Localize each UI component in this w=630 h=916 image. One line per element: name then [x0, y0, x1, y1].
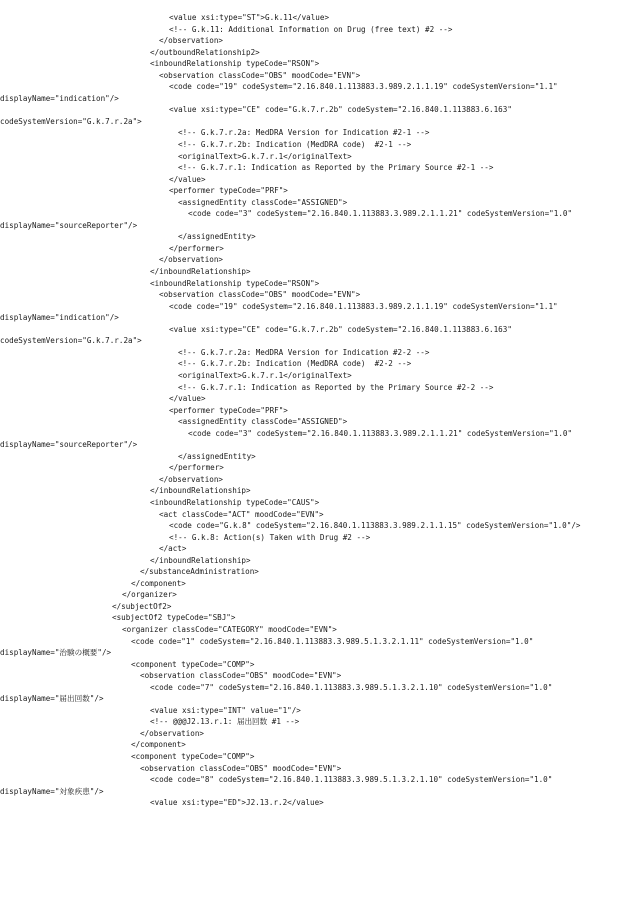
code-line: <code code="19" codeSystem="2.16.840.1.113883.3.989.2.1.1.19" codeSystemVersion="1.1" [169, 82, 558, 92]
code-line: <!-- G.k.7.r.2b: Indication (MedDRA code) #2-2 --> [178, 359, 412, 369]
code-line: displayName="治験の概要"/> [0, 648, 112, 658]
code-line: <value xsi:type="CE" code="G.k.7.r.2b" codeSystem="2.16.840.1.113883.6.163" [169, 105, 512, 115]
code-line: <performer typeCode="PRF"> [169, 186, 288, 196]
code-line: </observation> [140, 728, 205, 738]
code-line: </act> [159, 544, 187, 554]
code-line: </component> [131, 578, 186, 588]
code-line: </organizer> [122, 590, 177, 600]
code-line: displayName="indication"/> [0, 313, 119, 323]
code-line: <inboundRelationship typeCode="RSON"> [150, 278, 320, 288]
code-line: </assignedEntity> [178, 451, 256, 461]
code-line: <assignedEntity classCode="ASSIGNED"> [178, 417, 348, 427]
code-line: </inboundRelationship> [150, 486, 251, 496]
code-line: </outboundRelationship2> [150, 47, 260, 57]
code-line: <observation classCode="OBS" moodCode="EVN"> [140, 763, 342, 773]
code-line: <value xsi:type="CE" code="G.k.7.r.2b" codeSystem="2.16.840.1.113883.6.163" [169, 324, 512, 334]
code-line: </substanceAdministration> [140, 567, 259, 577]
code-line: <originalText>G.k.7.r.1</originalText> [178, 370, 352, 380]
code-line: <code code="19" codeSystem="2.16.840.1.113883.3.989.2.1.1.19" codeSystemVersion="1.1" [169, 301, 558, 311]
code-line: <inboundRelationship typeCode="RSON"> [150, 59, 320, 69]
code-line: <value xsi:type="ED">J2.13.r.2</value> [150, 798, 324, 808]
code-line: <component typeCode="COMP"> [131, 659, 255, 669]
code-line: <code code="7" codeSystem="2.16.840.1.113883.3.989.5.1.3.2.1.10" codeSystemVersion="1.0" [150, 682, 553, 692]
code-line: displayName="sourceReporter"/> [0, 440, 138, 450]
code-line: <component typeCode="COMP"> [131, 752, 255, 761]
code-line: </inboundRelationship> [150, 267, 251, 277]
code-line: </observation> [159, 474, 224, 484]
code-line: displayName="届出回数"/> [0, 694, 104, 704]
code-line: </subjectOf2> [112, 601, 172, 611]
code-line: <!-- G.k.11: Additional Information on Drug (free text) #2 --> [169, 24, 453, 34]
code-line: <code code="8" codeSystem="2.16.840.1.113883.3.989.5.1.3.2.1.10" codeSystemVersion="1.0" [150, 775, 553, 785]
code-line: <inboundRelationship typeCode="CAUS"> [150, 497, 320, 507]
code-line: <value xsi:type="INT" value="1"/> [150, 705, 301, 715]
code-line: <!-- @@@J2.13.r.1: 届出回数 #1 --> [150, 717, 300, 727]
code-line: displayName="対象疾患"/> [0, 786, 104, 796]
code-line: </performer> [169, 463, 224, 473]
code-line: <code code="1" codeSystem="2.16.840.1.113883.3.989.5.1.3.2.1.11" codeSystemVersion="1.0" [131, 636, 534, 646]
xml-code-listing [0, 12, 630, 809]
code-line: codeSystemVersion="G.k.7.r.2a"> [0, 336, 142, 346]
code-line: displayName="indication"/> [0, 93, 119, 103]
code-line: <code code="G.k.8" codeSystem="2.16.840.1.113883.3.989.2.1.1.15" codeSystemVersion="1.0"/> [169, 521, 581, 531]
code-line: <observation classCode="OBS" moodCode="EVN"> [159, 290, 361, 300]
code-line: <organizer classCode="CATEGORY" moodCode="EVN"> [122, 624, 337, 634]
code-line: <code code="3" codeSystem="2.16.840.1.113883.3.989.2.1.1.21" codeSystemVersion="1.0" [188, 428, 573, 438]
code-line: </observation> [159, 255, 224, 265]
code-line: <!-- G.k.7.r.2a: MedDRA Version for Indication #2-2 --> [178, 347, 430, 357]
code-line: <value xsi:type="ST">G.k.11</value> [169, 13, 330, 22]
code-line: <act classCode="ACT" moodCode="EVN"> [159, 509, 324, 519]
code-line: <code code="3" codeSystem="2.16.840.1.113883.3.989.2.1.1.21" codeSystemVersion="1.0" [188, 209, 573, 219]
code-line: <observation classCode="OBS" moodCode="EVN"> [159, 70, 361, 80]
code-line: displayName="sourceReporter"/> [0, 220, 138, 230]
code-line: <!-- G.k.7.r.2a: MedDRA Version for Indication #2-1 --> [178, 128, 430, 138]
code-line: <assignedEntity classCode="ASSIGNED"> [178, 197, 348, 207]
code-line: <originalText>G.k.7.r.1</originalText> [178, 151, 352, 161]
code-line: </assignedEntity> [178, 232, 256, 242]
code-line: <!-- G.k.8: Action(s) Taken with Drug #2 --> [169, 532, 371, 542]
code-line: </component> [131, 740, 186, 750]
code-line: <!-- G.k.7.r.1: Indication as Reported by the Primary Source #2-2 --> [178, 382, 494, 392]
code-line: <observation classCode="OBS" moodCode="EVN"> [140, 671, 342, 681]
code-line: codeSystemVersion="G.k.7.r.2a"> [0, 116, 142, 126]
code-line: <subjectOf2 typeCode="SBJ"> [112, 613, 236, 623]
code-line: <performer typeCode="PRF"> [169, 405, 288, 415]
code-line: </value> [169, 394, 206, 404]
code-line: </inboundRelationship> [150, 555, 251, 565]
code-line: <!-- G.k.7.r.2b: Indication (MedDRA code) #2-1 --> [178, 140, 412, 150]
code-line: </performer> [169, 243, 224, 253]
code-line: </value> [169, 174, 206, 184]
code-line: <!-- G.k.7.r.1: Indication as Reported by the Primary Source #2-1 --> [178, 163, 494, 173]
code-line: </observation> [159, 36, 224, 46]
